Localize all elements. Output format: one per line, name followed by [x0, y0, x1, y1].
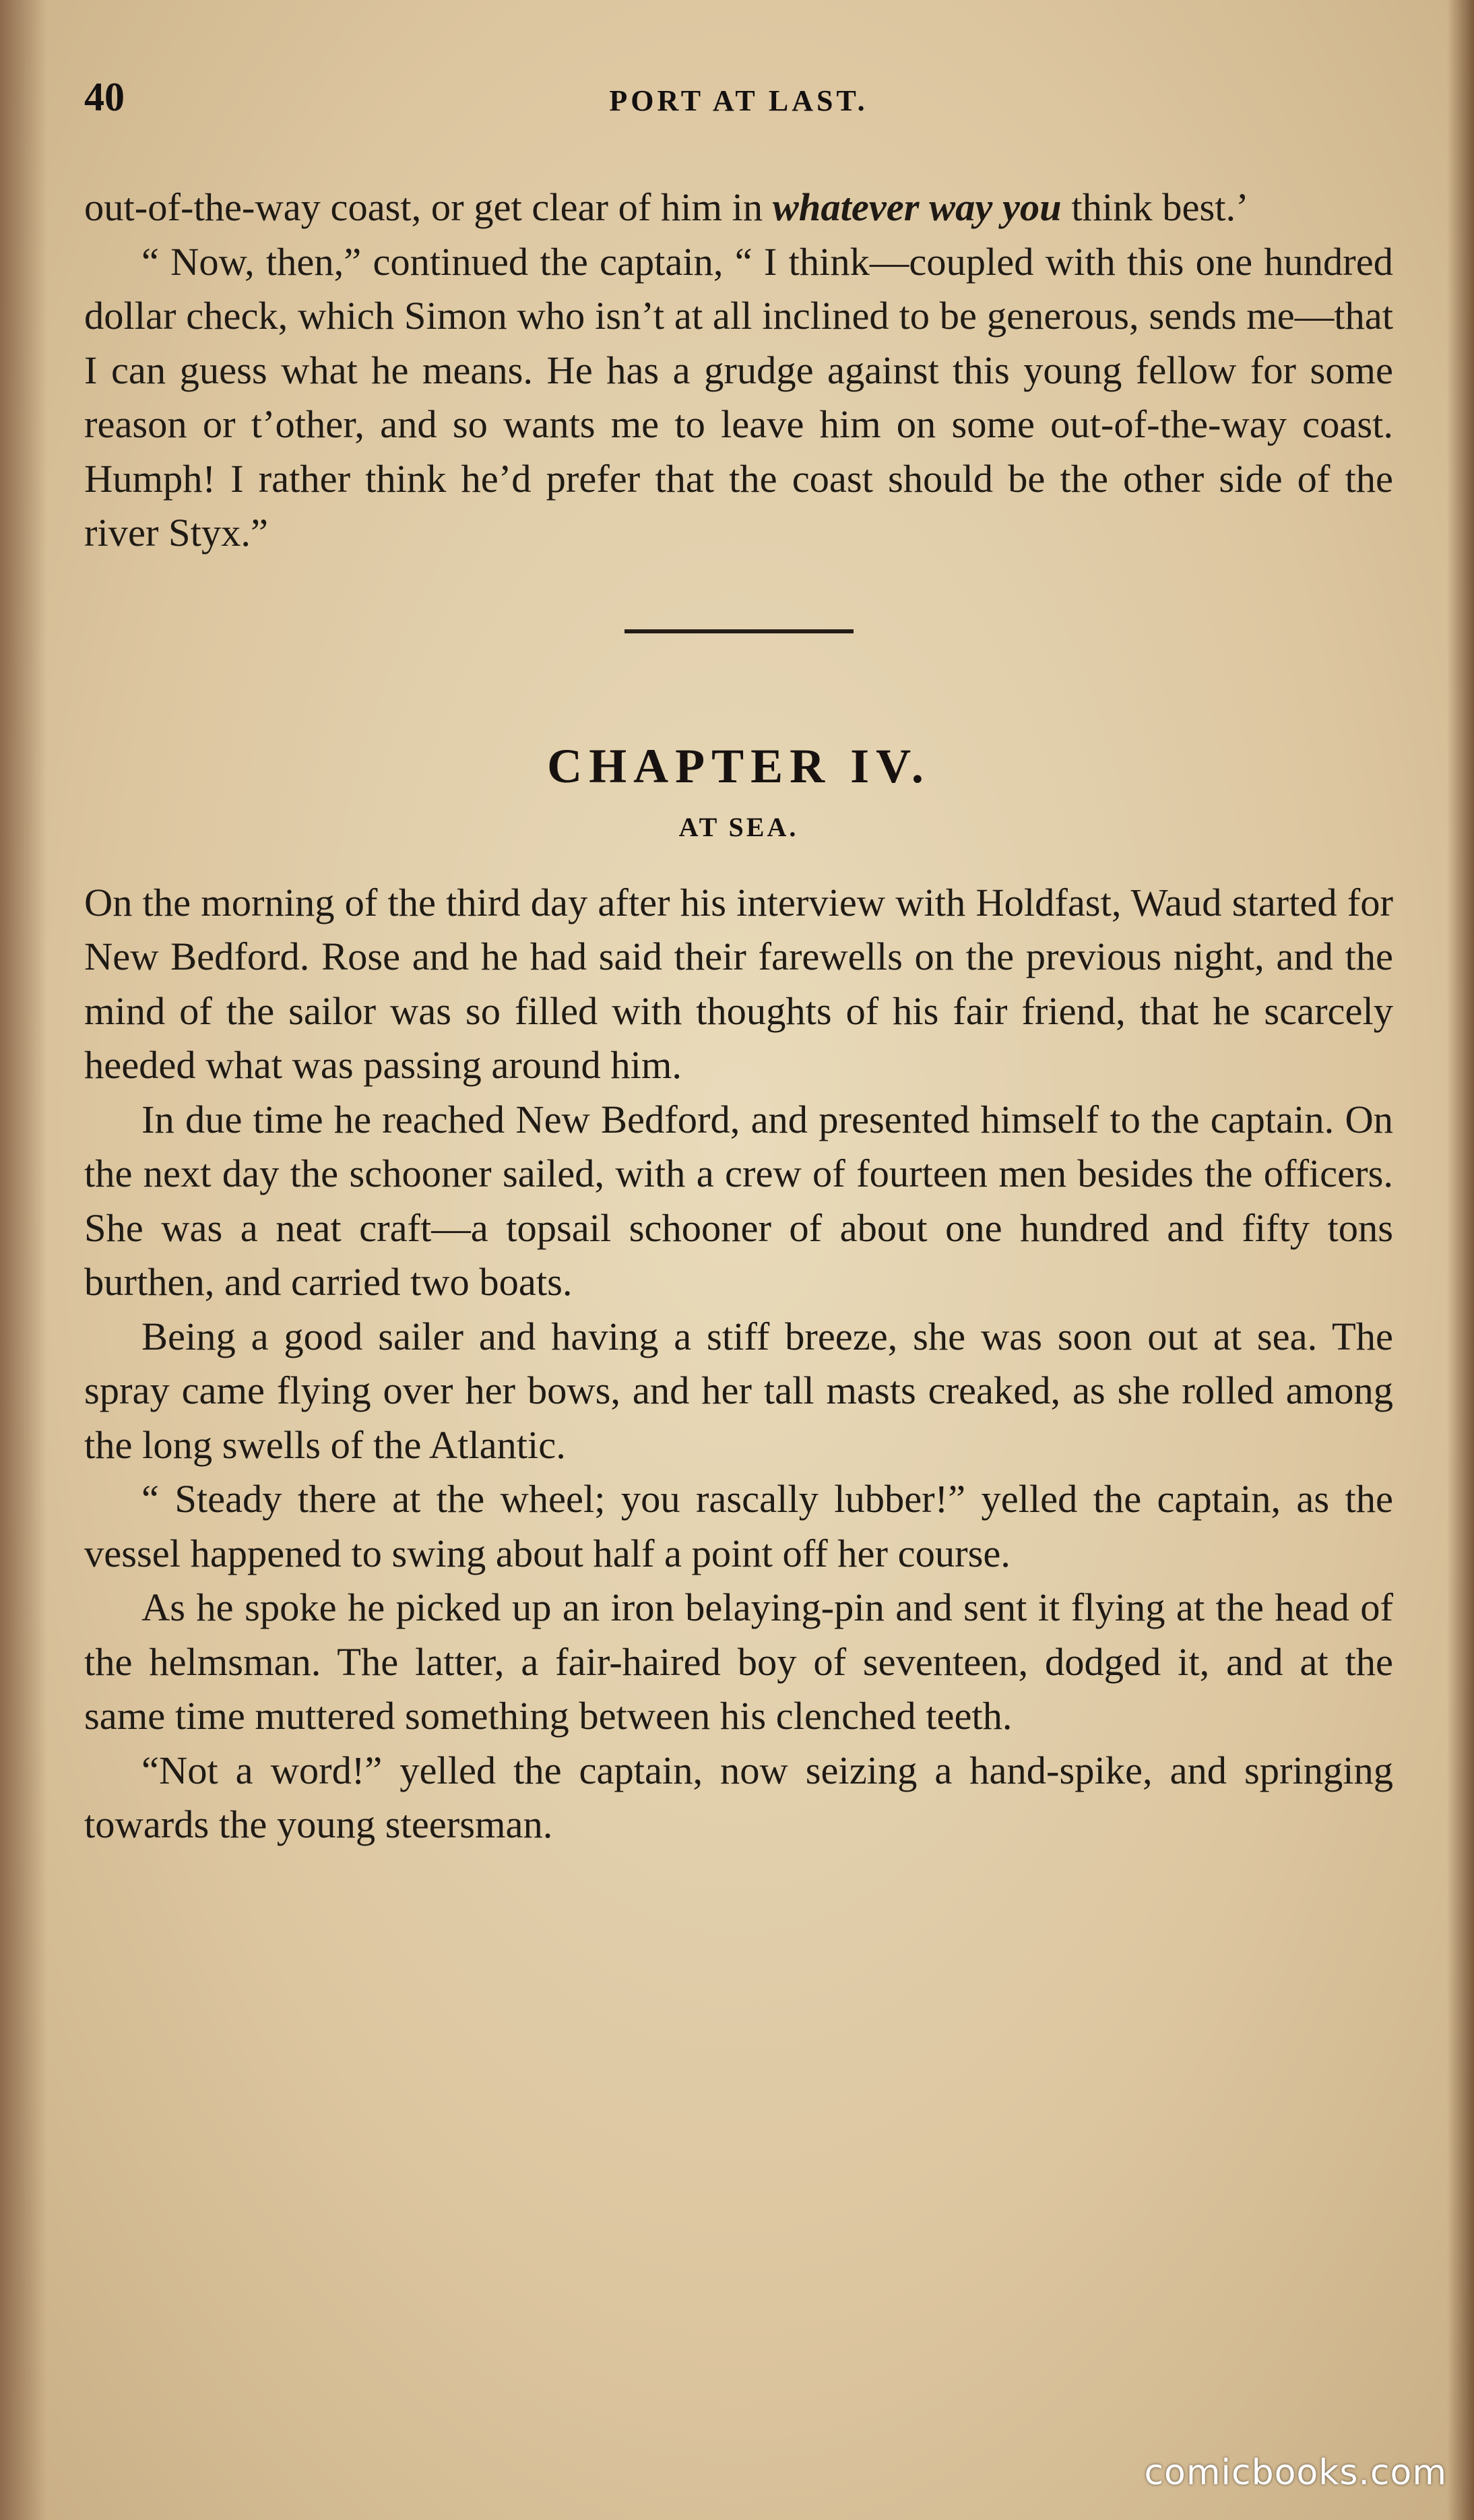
running-title: PORT AT LAST. — [609, 84, 868, 117]
paragraph: Being a good sailer and having a stiff breeze, she was soon out at sea. The spray came flying over her bows, and her tall masts creaked, as she rolled among the long swells of the Atlantic. — [84, 1314, 1393, 1467]
chapter-divider — [624, 629, 854, 633]
page-number: 40 — [84, 75, 125, 119]
paragraph: “ Now, then,” continued the captain, “ I think—coupled with this one hundred dollar check, which Simon who isn’t at all inclined to be generous, sends me—that I can guess what he means. He has a grudge against this young fellow for some reason or t’other, and so wants me to leave him on some out-of-the-way coast. Humph! I rather think he’d prefer that the coast should be the other side of the river Styx.” — [84, 239, 1393, 555]
paragraph: “ Steady there at the wheel; you rascally lubber!” yelled the captain, as the vessel happened to swing about half a point off her course. — [84, 1477, 1393, 1575]
paragraph-text: think best.’ — [1061, 185, 1249, 229]
emphasized-text: whatever way you — [772, 185, 1062, 229]
paragraph: “Not a word!” yelled the captain, now seizing a hand-spike, and springing towards the young steersman. — [84, 1748, 1393, 1846]
paragraph: As he spoke he picked up an iron belaying-pin and sent it flying at the head of the helmsman. The latter, a fair-haired boy of seventeen, dodged it, and at the same time muttered something between his clenched teeth. — [84, 1585, 1393, 1738]
watermark-text: comicbooks.com — [1144, 2453, 1447, 2493]
running-head — [84, 74, 1393, 128]
paragraph-continued — [84, 181, 1393, 235]
chapter-subtitle: AT SEA. — [678, 811, 799, 842]
page-text — [84, 181, 1393, 1852]
paragraph: On the morning of the third day after his interview with Holdfast, Waud started for New Bedford. Rose and he had said their farewells on the previous night, and the mind of the sailor was so filled with thoughts of his fair friend, that he scarcely heeded what was passing around him. — [84, 880, 1393, 1087]
paragraph-text: out-of-the-way coast, or get clear of him in — [84, 185, 773, 229]
paragraph: In due time he reached New Bedford, and presented himself to the captain. On the next day the schooner sailed, with a crew of fourteen men besides the officers. She was a neat craft—a topsail schooner of about one hundred and fifty tons burthen, and carried two boats. — [84, 1097, 1393, 1304]
chapter-title: CHAPTER IV. — [547, 738, 930, 793]
